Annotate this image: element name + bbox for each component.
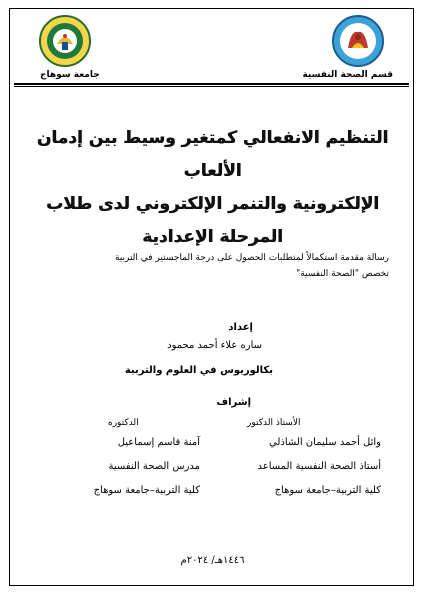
left-logo-caption: جامعة سوهاج [40,70,100,80]
date-line: ١٤٤٦هـ/ ٢٠٢٤م [180,555,245,566]
header-rule-thin [14,86,409,87]
thesis-note [29,250,389,282]
supervisor-left [60,415,200,503]
supervisor-left-affiliation: كلية التربية–جامعة سوهاج [93,485,200,496]
thesis-title [20,122,405,254]
supervisor-right-title: الأستاذ الدكتور [247,418,301,428]
title-line-1: التنظيم الانفعالي كمتغير وسيط بين إدمان الألعاب [36,128,389,181]
supervisor-left-name: آمنة قاسم إسماعيل [117,437,200,448]
department-logo [331,14,385,68]
author-degree: بكالوريوس في العلوم والتربية [124,365,273,376]
author-name: ساره علاء أحمد محمود [167,340,262,351]
right-logo-caption: قسم الصحة النفسية [302,70,393,80]
supervision-label: إشراف [216,397,251,408]
thesis-note-line-2: تخصص "الصحة النفسية" [296,269,389,279]
supervisor-left-position: مدرس الصحة النفسية [108,461,200,472]
supervisor-right [211,415,381,503]
supervisor-left-title: الدكتوره [108,418,139,428]
supervisor-right-position: أستاذ الصحة النفسية المساعد [257,461,381,472]
sohag-university-logo [38,14,92,68]
supervisor-right-name: وائل أحمد سليمان الشاذلي [269,437,381,448]
title-line-3: المرحلة الإعدادية [142,227,283,247]
title-line-2: الإلكترونية والتنمر الإلكتروني لدى طلاب [46,194,379,214]
preparation-label: إعداد [228,322,253,333]
header-rule [14,83,409,85]
thesis-note-line-1: رسالة مقدمة استكمالاً لمتطلبات الحصول على درجة الماجستير في التربية [114,253,389,263]
supervisor-right-affiliation: كلية التربية–جامعة سوهاج [274,485,381,496]
